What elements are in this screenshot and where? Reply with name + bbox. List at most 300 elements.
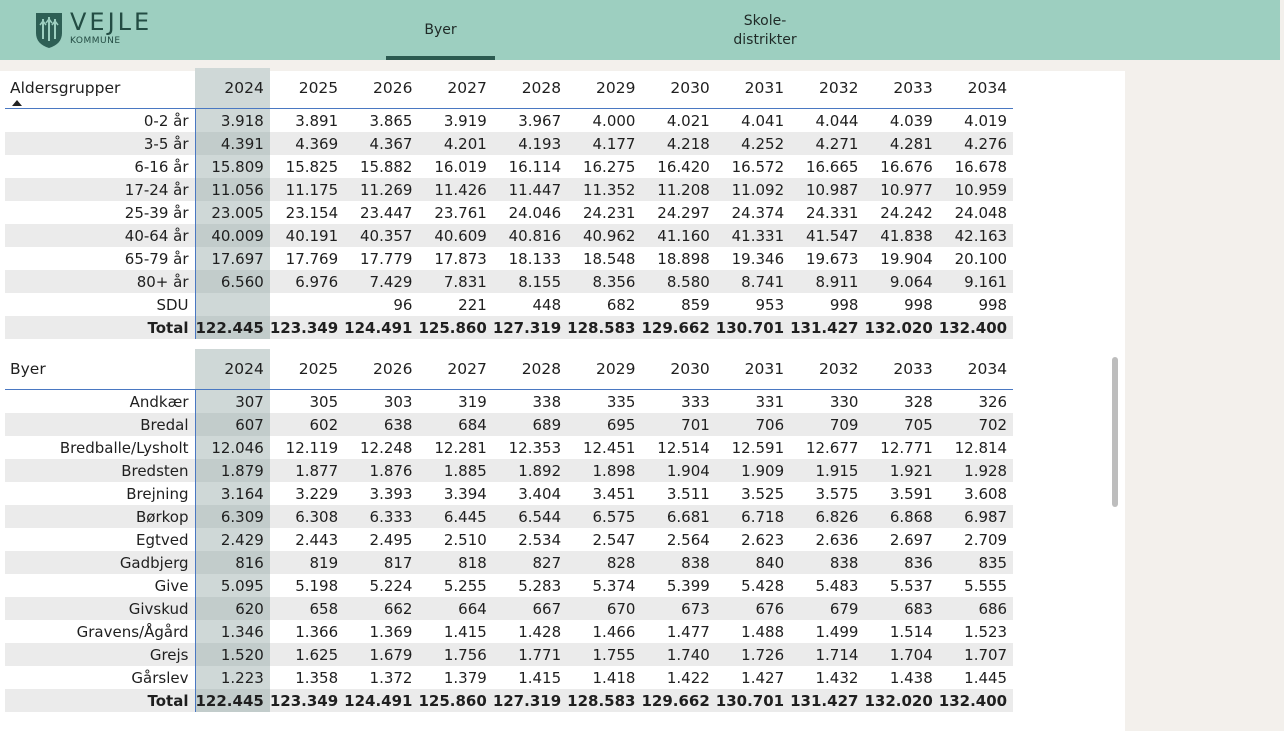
table-cell: 125.860 — [418, 689, 492, 712]
column-header-year[interactable]: 2033 — [893, 360, 933, 378]
table-cell: 128.583 — [567, 316, 641, 339]
table-cell: 40.609 — [418, 224, 492, 247]
table-row — [5, 224, 1013, 247]
row-label: 0-2 år — [143, 111, 189, 130]
table-cell: 6.575 — [567, 505, 641, 528]
table-cell: 1.726 — [716, 643, 790, 666]
table-cell: 1.520 — [195, 643, 270, 666]
logo-subtext: KOMMUNE — [70, 36, 121, 46]
table-cell: 2.623 — [741, 530, 785, 549]
table-row — [5, 482, 1013, 505]
table-cell: 16.676 — [880, 157, 933, 176]
table-cell: 448 — [532, 295, 562, 314]
table-cell: 8.356 — [567, 270, 641, 293]
table-cell: 676 — [716, 597, 790, 620]
table-cell: 3.967 — [518, 111, 562, 130]
table-cell: 96 — [393, 295, 413, 314]
table-cell: 132.400 — [939, 689, 1013, 712]
column-header-year[interactable]: 2029 — [596, 79, 636, 97]
table-cell: 4.218 — [641, 132, 715, 155]
table-cell: 6.308 — [270, 505, 344, 528]
total-row — [5, 689, 1013, 712]
table-cell: 16.275 — [582, 157, 636, 176]
table-cell: 816 — [195, 551, 270, 574]
table-cell: 6.718 — [716, 505, 790, 528]
table-cell: 6.681 — [641, 505, 715, 528]
table-cell: 709 — [790, 413, 864, 436]
table-cell: 8.155 — [493, 270, 567, 293]
table-cell: 695 — [567, 413, 641, 436]
column-header-year[interactable]: 2034 — [967, 360, 1008, 378]
column-header-year[interactable]: 2026 — [373, 79, 413, 97]
table-cell: 2.709 — [964, 530, 1008, 549]
table-cell: 331 — [755, 392, 785, 411]
table-cell: 5.255 — [443, 576, 487, 595]
table-cell: 40.962 — [567, 224, 641, 247]
row-label: Bredballe/Lysholt — [59, 438, 189, 457]
table-cell: 24.297 — [657, 203, 710, 222]
table-cell: 4.201 — [418, 132, 492, 155]
table-cell: 12.677 — [805, 438, 859, 457]
table-cell: 23.005 — [195, 201, 270, 224]
table-cell: 333 — [681, 392, 710, 411]
table-cell: 4.367 — [344, 132, 418, 155]
table-cell: 16.019 — [434, 157, 487, 176]
table-cell: 2.495 — [369, 530, 413, 549]
table-cell: 3.919 — [443, 111, 487, 130]
table-cell: 1.625 — [270, 643, 344, 666]
table-cell: 124.491 — [344, 316, 418, 339]
row-label: Grejs — [5, 643, 195, 666]
table-cell: 23.447 — [359, 203, 413, 222]
table-cell: 1.514 — [889, 622, 933, 641]
table-cell: 11.056 — [195, 178, 270, 201]
table-cell: 2.547 — [592, 530, 636, 549]
table-cell: 12.814 — [954, 438, 1008, 457]
table-cell: 305 — [309, 392, 339, 411]
table-cell: 701 — [641, 413, 715, 436]
table-cell: 24.374 — [731, 203, 785, 222]
column-header-year[interactable]: 2034 — [967, 79, 1008, 97]
table-cell: 1.771 — [493, 643, 567, 666]
table-cell: 24.331 — [805, 203, 859, 222]
table-cell: 1.438 — [889, 668, 933, 687]
logo-text: VEJLE — [70, 8, 153, 36]
column-header-year[interactable]: 2025 — [298, 79, 339, 97]
table-cell: 6.445 — [418, 505, 492, 528]
table-cell: 3.591 — [889, 484, 933, 503]
table-cell: 3.575 — [815, 484, 859, 503]
column-header-year[interactable]: 2027 — [447, 360, 487, 378]
table-cell: 12.353 — [508, 438, 562, 457]
table-cell: 3.511 — [666, 484, 710, 503]
table-row — [5, 413, 1013, 436]
row-label: Bredal — [5, 413, 195, 436]
table-cell: 41.838 — [864, 224, 938, 247]
table-cell: 1.427 — [741, 668, 785, 687]
table-cell: 4.193 — [493, 132, 567, 155]
table-row — [5, 666, 1013, 689]
city-table — [5, 349, 1013, 712]
table-cell: 1.704 — [864, 643, 938, 666]
table-cell: 41.331 — [716, 224, 790, 247]
table-cell: 6.987 — [939, 505, 1013, 528]
table-cell: 15.809 — [195, 155, 270, 178]
table-cell: 2.510 — [443, 530, 487, 549]
table-cell: 705 — [864, 413, 938, 436]
table-cell: 3.394 — [443, 484, 487, 503]
table-cell: 6.976 — [270, 270, 344, 293]
table-cell: 1.477 — [666, 622, 710, 641]
row-label: Total — [5, 316, 195, 339]
table-cell: 662 — [344, 597, 418, 620]
table-cell: 11.269 — [344, 178, 418, 201]
table-cell: 1.432 — [815, 668, 859, 687]
table-cell: 667 — [493, 597, 567, 620]
table-row — [5, 597, 1013, 620]
table-cell: 1.422 — [666, 668, 710, 687]
row-label: Børkop — [5, 505, 195, 528]
column-header-year[interactable]: 2031 — [744, 79, 785, 97]
table-cell: 40.191 — [270, 224, 344, 247]
table-cell: 5.224 — [369, 576, 413, 595]
tab-label-line1: Skole- — [743, 13, 787, 29]
table-cell: 307 — [195, 390, 270, 414]
table-cell: 5.483 — [815, 576, 859, 595]
column-header-year[interactable]: 2032 — [819, 360, 859, 378]
column-header-label[interactable]: Byer — [10, 360, 46, 378]
table-cell: 670 — [567, 597, 641, 620]
row-label: 6-16 år — [134, 157, 189, 176]
table-cell: 1.499 — [815, 622, 859, 641]
table-cell: 1.223 — [195, 666, 270, 689]
table-row — [5, 528, 1013, 551]
table-cell: 125.860 — [418, 316, 492, 339]
table-row — [5, 247, 1013, 270]
column-header-year[interactable]: 2033 — [893, 79, 933, 97]
table-row — [5, 505, 1013, 528]
table-cell: 4.276 — [939, 132, 1013, 155]
table-cell: 5.399 — [666, 576, 710, 595]
table-cell: 127.319 — [493, 316, 567, 339]
row-label: Gravens/Ågård — [76, 622, 189, 641]
table-cell: 1.904 — [641, 459, 715, 482]
sort-ascending-icon[interactable] — [12, 100, 22, 106]
row-label: 3-5 år — [5, 132, 195, 155]
column-header-year[interactable]: 2028 — [521, 79, 562, 97]
table-cell: 998 — [829, 295, 859, 314]
table-cell: 12.281 — [434, 438, 487, 457]
table-cell: 129.662 — [641, 316, 715, 339]
table-cell: 11.092 — [716, 178, 790, 201]
table-cell: 40.009 — [195, 224, 270, 247]
total-row — [5, 316, 1013, 339]
table-cell: 1.415 — [518, 668, 562, 687]
table-row — [5, 459, 1013, 482]
column-header-year[interactable]: 2028 — [521, 360, 562, 378]
table-cell: 1.358 — [295, 668, 339, 687]
row-label: 25-39 år — [124, 203, 189, 222]
table-row — [5, 270, 1013, 293]
table-cell: 319 — [458, 392, 487, 411]
table-cell: 24.046 — [508, 203, 562, 222]
table-cell: 19.904 — [880, 249, 933, 268]
table-cell: 3.451 — [592, 484, 636, 503]
row-label: Givskud — [5, 597, 195, 620]
table-cell: 127.319 — [493, 689, 567, 712]
table-cell: 40.816 — [493, 224, 567, 247]
table-cell: 3.891 — [295, 111, 339, 130]
table-cell — [270, 293, 344, 316]
table-cell: 10.977 — [864, 178, 938, 201]
table-cell: 4.252 — [716, 132, 790, 155]
table-cell: 19.346 — [731, 249, 785, 268]
table-cell: 122.445 — [195, 316, 270, 339]
table-cell: 1.372 — [369, 668, 413, 687]
table-cell: 1.928 — [939, 459, 1013, 482]
column-header-year[interactable]: 2032 — [819, 79, 859, 97]
table-cell: 1.679 — [344, 643, 418, 666]
table-cell: 11.426 — [418, 178, 492, 201]
table-cell: 2.429 — [195, 528, 270, 551]
table-cell: 3.608 — [964, 484, 1008, 503]
column-header-year[interactable]: 2027 — [447, 79, 487, 97]
table-cell: 1.909 — [716, 459, 790, 482]
table-cell: 3.525 — [741, 484, 785, 503]
table-cell: 18.898 — [657, 249, 710, 268]
row-label: Egtved — [135, 530, 189, 549]
table-cell: 1.366 — [295, 622, 339, 641]
table-row — [5, 620, 1013, 643]
table-cell: 1.488 — [741, 622, 785, 641]
table-cell: 9.161 — [939, 270, 1013, 293]
table-row — [5, 201, 1013, 224]
row-label: Brejning — [126, 484, 189, 503]
table-row — [5, 551, 1013, 574]
table-cell: 1.756 — [418, 643, 492, 666]
table-cell: 12.451 — [582, 438, 636, 457]
table-cell: 18.133 — [508, 249, 562, 268]
table-cell: 1.523 — [964, 622, 1008, 641]
table-cell: 4.019 — [964, 111, 1008, 130]
header-row — [5, 68, 1013, 109]
table-cell: 1.714 — [790, 643, 864, 666]
row-label: Gårslev — [131, 668, 189, 687]
column-header-year[interactable]: 2030 — [670, 360, 710, 378]
table-cell: 4.271 — [790, 132, 864, 155]
table-cell: 24.048 — [954, 203, 1008, 222]
app-header — [0, 0, 1280, 60]
table-cell: 620 — [195, 597, 270, 620]
table-cell: 1.879 — [195, 459, 270, 482]
table-cell: 4.041 — [741, 111, 785, 130]
table-cell: 24.242 — [880, 203, 933, 222]
header-row — [5, 349, 1013, 390]
table-cell: 3.393 — [369, 484, 413, 503]
column-header-year[interactable]: 2024 — [195, 68, 270, 109]
column-header-year[interactable]: 2030 — [670, 79, 710, 97]
table-cell: 702 — [939, 413, 1013, 436]
table-cell: 23.154 — [285, 203, 339, 222]
table-row — [5, 155, 1013, 178]
row-label: 40-64 år — [5, 224, 195, 247]
table-cell: 1.740 — [641, 643, 715, 666]
table-cell — [195, 293, 270, 316]
crest-icon — [34, 11, 64, 49]
table-cell: 16.420 — [657, 157, 710, 176]
table-cell: 42.163 — [939, 224, 1013, 247]
table-cell: 130.701 — [716, 689, 790, 712]
table-cell: 7.429 — [344, 270, 418, 293]
table-cell: 3.918 — [195, 109, 270, 133]
table-cell: 664 — [418, 597, 492, 620]
row-label: Give — [154, 576, 189, 595]
table-cell: 3.865 — [369, 111, 413, 130]
tab-label-line2: distrikter — [733, 32, 797, 48]
table-cell: 3.404 — [518, 484, 562, 503]
table-cell: 12.248 — [359, 438, 413, 457]
table-cell: 2.534 — [518, 530, 562, 549]
table-cell: 132.020 — [864, 316, 938, 339]
table-cell: 12.046 — [195, 436, 270, 459]
row-label: 80+ år — [5, 270, 195, 293]
table-cell: 4.281 — [864, 132, 938, 155]
table-cell: 11.175 — [270, 178, 344, 201]
table-cell: 5.428 — [741, 576, 785, 595]
table-cell: 6.868 — [864, 505, 938, 528]
table-cell: 9.064 — [864, 270, 938, 293]
tab-byer[interactable]: Byer — [424, 22, 457, 38]
age-group-table — [5, 68, 1013, 339]
table-cell: 12.514 — [657, 438, 710, 457]
table-cell: 8.741 — [716, 270, 790, 293]
table-cell: 1.898 — [567, 459, 641, 482]
table-cell: 836 — [864, 551, 938, 574]
table-cell: 817 — [344, 551, 418, 574]
table-cell: 3.164 — [195, 482, 270, 505]
row-label: SDU — [156, 295, 189, 314]
table-cell: 10.987 — [790, 178, 864, 201]
row-label: Total — [5, 689, 195, 712]
table-cell: 10.959 — [939, 178, 1013, 201]
vertical-scrollbar[interactable] — [1112, 357, 1118, 507]
table-cell: 41.547 — [790, 224, 864, 247]
column-header-year[interactable]: 2025 — [298, 360, 339, 378]
table-cell: 330 — [829, 392, 859, 411]
table-cell: 1.755 — [567, 643, 641, 666]
row-label: Andkær — [129, 392, 189, 411]
table-cell: 131.427 — [790, 689, 864, 712]
table-cell: 8.911 — [790, 270, 864, 293]
table-cell: 4.369 — [270, 132, 344, 155]
table-cell: 998 — [978, 295, 1008, 314]
table-cell: 1.445 — [964, 668, 1008, 687]
table-cell: 4.391 — [195, 132, 270, 155]
row-label: Gadbjerg — [5, 551, 195, 574]
table-cell: 840 — [716, 551, 790, 574]
table-cell: 998 — [904, 295, 933, 314]
row-label: 17-24 år — [5, 178, 195, 201]
table-cell: 16.572 — [731, 157, 785, 176]
table-cell: 1.877 — [270, 459, 344, 482]
table-cell: 132.020 — [864, 689, 938, 712]
table-cell: 123.349 — [270, 316, 344, 339]
vejle-kommune-logo — [34, 8, 153, 49]
table-cell: 818 — [418, 551, 492, 574]
table-cell: 1.707 — [939, 643, 1013, 666]
table-cell: 1.428 — [518, 622, 562, 641]
tab-skoledistrikter[interactable] — [715, 12, 815, 50]
active-tab-indicator — [386, 56, 495, 60]
table-cell: 1.915 — [790, 459, 864, 482]
table-cell: 859 — [681, 295, 710, 314]
row-label: Bredsten — [5, 459, 195, 482]
table-row — [5, 293, 1013, 316]
table-cell: 673 — [641, 597, 715, 620]
column-header-year[interactable]: 2031 — [744, 360, 785, 378]
table-cell: 5.537 — [889, 576, 933, 595]
table-cell: 23.761 — [434, 203, 487, 222]
table-cell: 2.443 — [295, 530, 339, 549]
table-cell: 1.466 — [592, 622, 636, 641]
table-cell: 12.119 — [285, 438, 339, 457]
table-cell: 5.555 — [964, 576, 1008, 595]
table-cell: 602 — [270, 413, 344, 436]
table-cell: 658 — [270, 597, 344, 620]
column-header-year[interactable]: 2024 — [195, 349, 270, 390]
table-cell: 16.678 — [954, 157, 1008, 176]
table-cell: 15.882 — [359, 157, 413, 176]
column-header-label[interactable]: Aldersgrupper — [5, 68, 195, 109]
table-cell: 6.333 — [344, 505, 418, 528]
table-cell: 1.379 — [443, 668, 487, 687]
column-header-year[interactable]: 2026 — [373, 360, 413, 378]
table-cell: 20.100 — [954, 249, 1008, 268]
table-cell: 24.231 — [582, 203, 636, 222]
table-cell: 1.885 — [418, 459, 492, 482]
table-cell: 835 — [939, 551, 1013, 574]
table-cell: 16.665 — [805, 157, 859, 176]
table-cell: 5.095 — [195, 574, 270, 597]
table-cell: 684 — [418, 413, 492, 436]
table-cell: 221 — [458, 295, 487, 314]
table-cell: 679 — [790, 597, 864, 620]
table-cell: 819 — [270, 551, 344, 574]
table-cell: 827 — [493, 551, 567, 574]
table-cell: 638 — [344, 413, 418, 436]
table-cell: 16.114 — [508, 157, 562, 176]
table-cell: 4.044 — [815, 111, 859, 130]
table-cell: 2.564 — [666, 530, 710, 549]
table-cell: 4.039 — [889, 111, 933, 130]
table-cell: 335 — [606, 392, 636, 411]
column-header-year[interactable]: 2029 — [596, 360, 636, 378]
table-cell: 6.309 — [195, 505, 270, 528]
table-cell: 1.415 — [443, 622, 487, 641]
table-cell: 1.876 — [344, 459, 418, 482]
table-cell: 303 — [383, 392, 413, 411]
table-cell: 953 — [755, 295, 785, 314]
table-cell: 326 — [978, 392, 1008, 411]
table-cell: 328 — [904, 392, 933, 411]
table-cell: 5.283 — [518, 576, 562, 595]
table-row — [5, 109, 1013, 133]
table-cell: 12.771 — [880, 438, 933, 457]
table-row — [5, 178, 1013, 201]
table-cell: 17.769 — [285, 249, 339, 268]
table-cell: 6.826 — [790, 505, 864, 528]
table-cell: 1.921 — [864, 459, 938, 482]
